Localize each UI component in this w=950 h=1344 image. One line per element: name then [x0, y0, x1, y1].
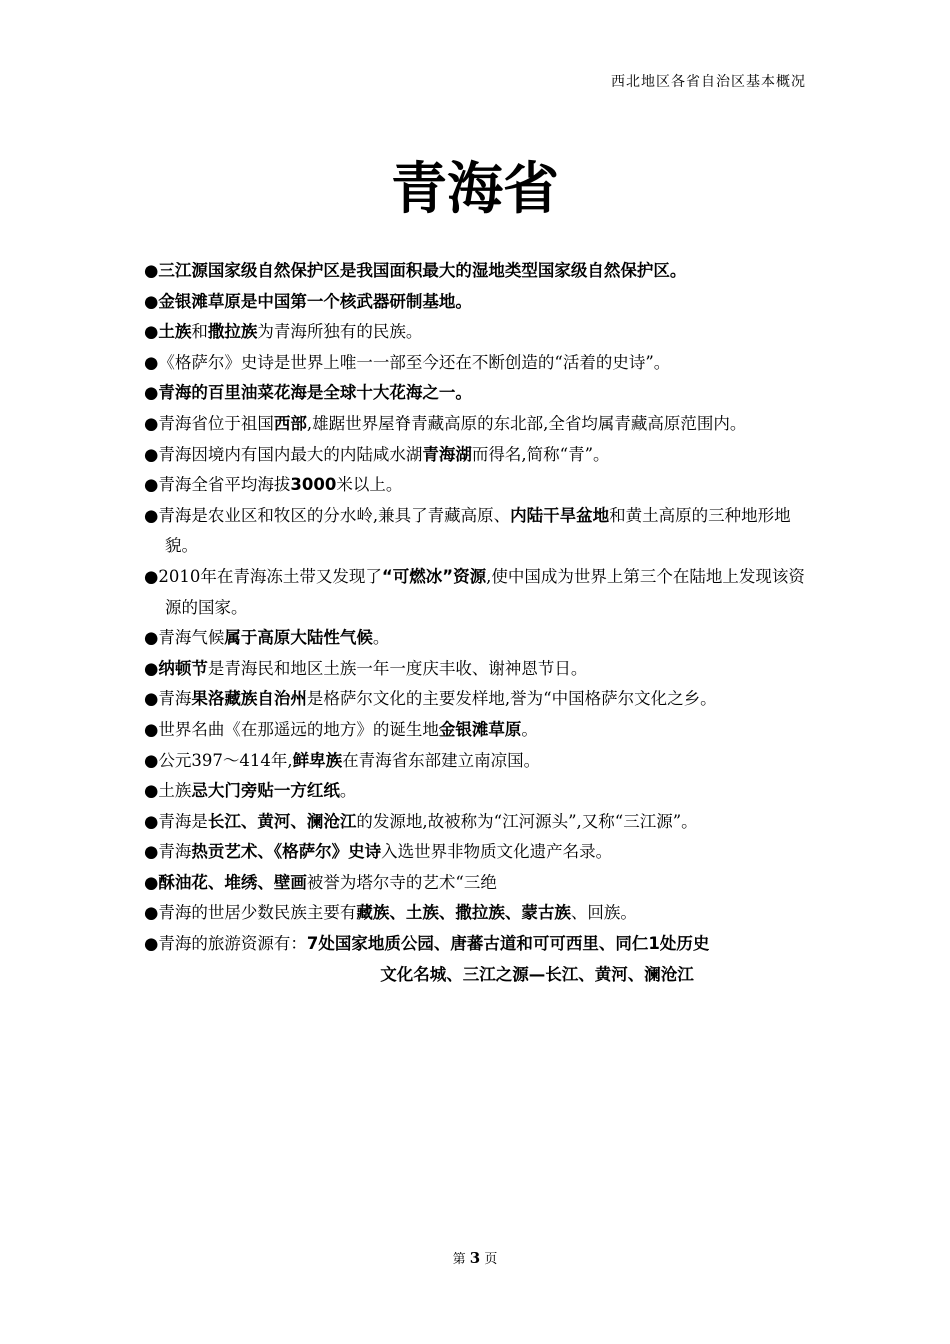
fact-text: 土族: [158, 781, 192, 801]
fact-text: 的发源地,故被称为“江河源头”,又称“三江源”。: [356, 811, 698, 831]
fact-text: 。: [521, 719, 538, 739]
bullet-icon: ●: [144, 719, 159, 739]
fact-item: [144, 807, 810, 838]
fact-item: [144, 470, 810, 501]
fact-text: 和黄土高原的三种地形地貌。: [165, 505, 791, 556]
fact-text: 金银滩草原是中国第一个核武器研制基地。: [158, 291, 472, 311]
fact-text-bold: 7处国家地质公园、唐蕃古道和可可西里、同仁1处历史: [306, 934, 710, 954]
fact-item: [144, 684, 810, 715]
fact-text-bold: 3000: [290, 475, 337, 495]
fact-text-bold: 撒拉族: [207, 322, 258, 342]
running-header: 西北地区各省自治区基本概况: [611, 74, 806, 90]
fact-text: 青海是: [158, 811, 208, 831]
fact-text-bold: 鲜卑族: [292, 750, 343, 770]
bullet-icon: ●: [144, 444, 159, 464]
bullet-icon: ●: [144, 261, 159, 280]
fact-text: 青海的旅游资源有：: [158, 934, 307, 954]
fact-text: 青海省位于祖国: [158, 413, 274, 433]
fact-text: 在青海省东部建立南凉国。: [342, 750, 541, 770]
fact-item: [144, 348, 810, 379]
fact-text: 青海的世居少数民族主要有: [158, 903, 357, 923]
bullet-icon: ●: [144, 291, 159, 311]
fact-item: [144, 317, 810, 348]
bullet-icon: ●: [144, 658, 159, 678]
fact-text: 。: [339, 781, 357, 801]
fact-text: 和: [191, 322, 208, 342]
bullet-icon: ●: [144, 505, 159, 525]
bullet-icon: ●: [144, 566, 159, 586]
fact-text-bold: 酥油花、堆绣、壁画: [158, 872, 307, 892]
fact-text: 青海: [158, 689, 192, 709]
bullet-icon: ●: [144, 383, 159, 403]
fact-text: 为青海所独有的民族。: [257, 322, 423, 342]
fact-item: [144, 501, 810, 562]
fact-text: 青海气候: [158, 628, 225, 648]
page-number: 3: [469, 1249, 481, 1267]
fact-text-bold: 金银滩草原: [438, 719, 522, 739]
fact-text-bold: 土族: [158, 322, 192, 342]
fact-text-bold: 热贡艺术、《格萨尔》史诗: [191, 842, 382, 862]
fact-item: [144, 715, 810, 746]
fact-item: [144, 746, 810, 777]
fact-text-bold: “可燃冰”资源: [381, 566, 487, 586]
fact-text: 米以上。: [336, 475, 403, 495]
fact-item-continuation: 文化名城、三江之源—长江、黄河、澜沧江: [380, 964, 694, 984]
fact-text: 入选世界非物质文化遗产名录。: [381, 842, 613, 862]
fact-text-bold: 属于高原大陆性气候: [224, 628, 373, 648]
fact-text: 是格萨尔文化的主要发样地,誉为“中国格萨尔文化之乡。: [306, 689, 717, 709]
fact-text: 而得名,简称“青”。: [471, 444, 610, 464]
fact-text-bold: 青海湖: [422, 444, 472, 464]
page-footer: [0, 1248, 950, 1267]
bullet-icon: ●: [144, 628, 159, 648]
fact-text: ,使中国成为世界上第三个在陆地上发现该资源的国家。: [165, 566, 805, 617]
fact-text: 世界名曲《在那遥远的地方》的诞生地: [158, 719, 439, 739]
fact-item: [144, 378, 810, 409]
fact-text: 。: [372, 628, 390, 648]
fact-text: 青海因境内有国内最大的内陆咸水湖: [158, 444, 423, 464]
fact-text-bold: 长江、黄河、澜沧江: [207, 811, 357, 831]
fact-text: 被誉为塔尔寺的艺术“三绝: [306, 872, 497, 892]
fact-text-bold: 纳顿节: [158, 658, 208, 678]
fact-item: [144, 868, 810, 899]
bullet-icon: ●: [144, 934, 159, 954]
fact-item: [144, 287, 810, 318]
fact-text: 是青海民和地区土族一年一度庆丰收、谢神恩节日。: [207, 658, 588, 678]
fact-list: [144, 256, 810, 990]
fact-item: [144, 776, 810, 807]
fact-text-bold: 内陆干旱盆地: [510, 505, 610, 525]
fact-text: 、回族。: [570, 903, 637, 923]
bullet-icon: ●: [144, 689, 159, 709]
bullet-icon: ●: [144, 413, 159, 433]
fact-item: [144, 256, 810, 287]
fact-item: [144, 929, 810, 960]
bullet-icon: ●: [144, 811, 159, 831]
fact-text: ,雄踞世界屋脊青藏高原的东北部,全省均属青藏高原范围内。: [306, 413, 747, 433]
fact-text: 青海的百里油菜花海是全球十大花海之一。: [158, 383, 472, 403]
fact-text: 三江源国家级自然保护区是我国面积最大的湿地类型国家级自然保护区。: [158, 261, 687, 280]
fact-item: [144, 898, 810, 929]
page-label-suffix: 页: [484, 1252, 498, 1267]
bullet-icon: ●: [144, 322, 159, 342]
fact-item: [144, 837, 810, 868]
fact-item: [144, 654, 810, 685]
fact-text: 2010年在青海冻土带又发现了: [158, 566, 382, 586]
page-title: 青海省: [391, 157, 559, 222]
fact-text-bold: 忌大门旁贴一方红纸: [191, 781, 340, 801]
bullet-icon: ●: [144, 842, 159, 862]
fact-item: [144, 623, 810, 654]
bullet-icon: ●: [144, 352, 159, 372]
fact-text-bold: 藏族、土族、撒拉族、蒙古族: [356, 903, 571, 923]
fact-text-bold: 果洛藏族自治州: [191, 689, 307, 709]
bullet-icon: ●: [144, 781, 159, 801]
fact-item: [144, 440, 810, 471]
fact-text: 公元397～414年,: [158, 750, 293, 770]
fact-text: 青海全省平均海拔: [158, 475, 291, 495]
fact-item: [144, 409, 810, 440]
page-label-prefix: 第: [452, 1252, 466, 1267]
fact-text: 《格萨尔》史诗是世界上唯一一部至今还在不断创造的“活着的史诗”。: [158, 352, 671, 372]
fact-text: 青海: [158, 842, 192, 862]
fact-text: 青海是农业区和牧区的分水岭,兼具了青藏高原、: [158, 505, 511, 525]
bullet-icon: ●: [144, 903, 159, 923]
bullet-icon: ●: [144, 872, 159, 892]
fact-text-bold: 西部: [273, 413, 307, 433]
fact-item: [144, 562, 810, 623]
bullet-icon: ●: [144, 750, 159, 770]
bullet-icon: ●: [144, 475, 159, 495]
